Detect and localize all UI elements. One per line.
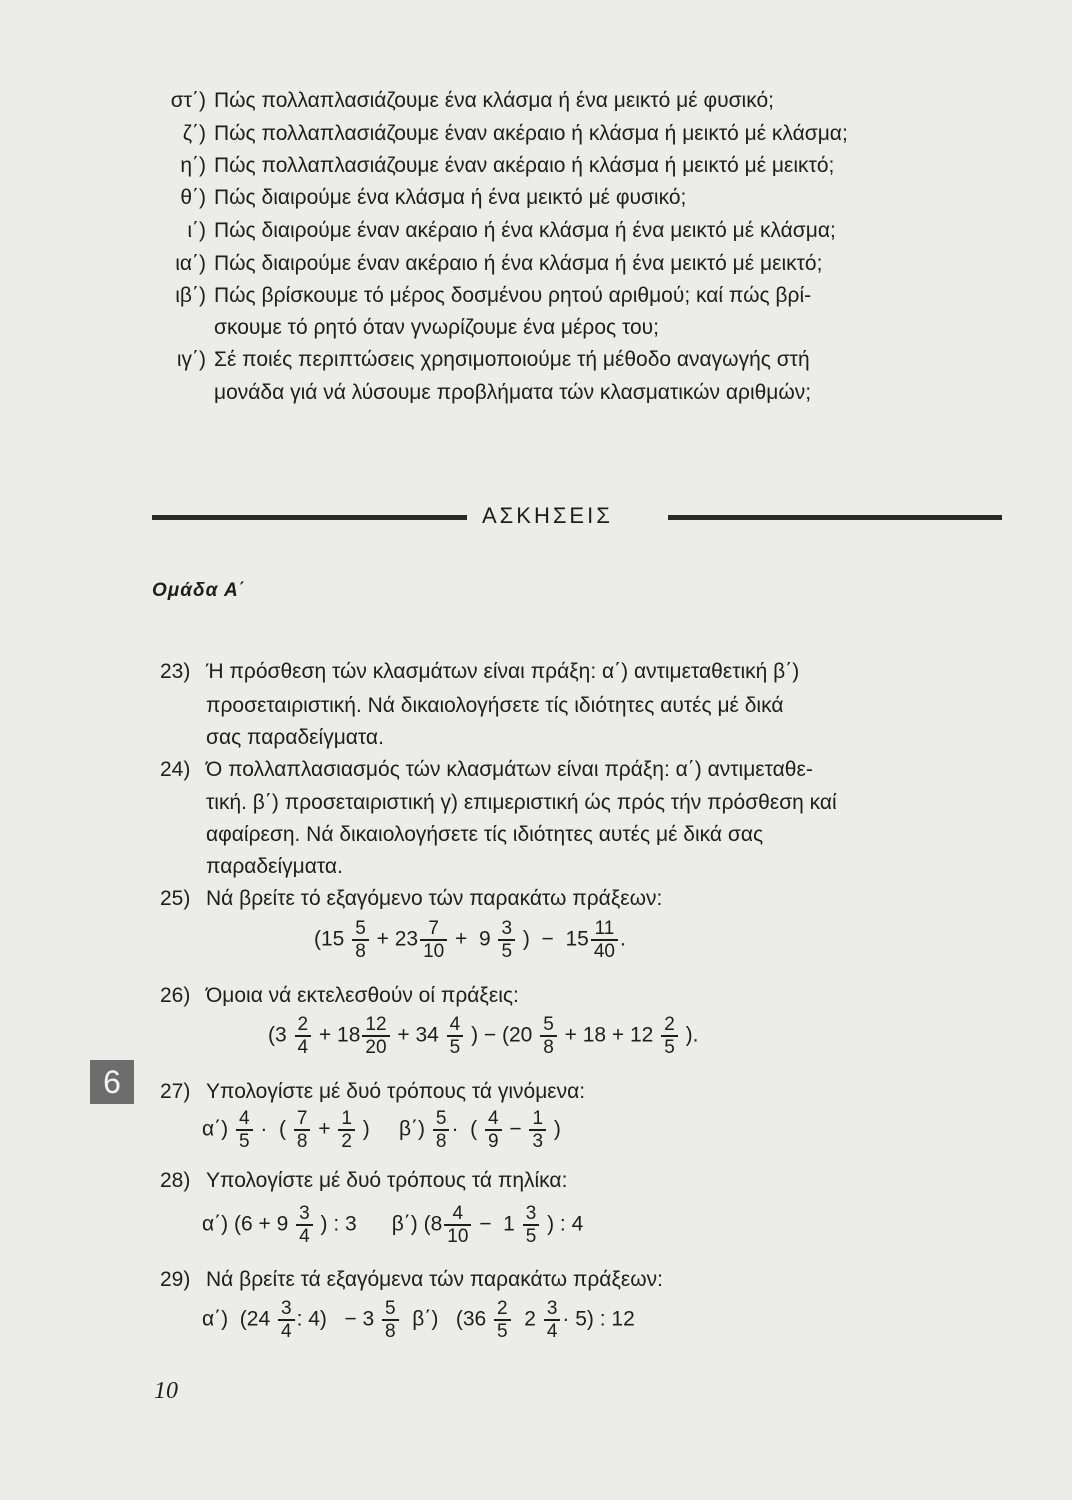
exercise-line: Υπολογίστε μέ δυό τρόπους τά πηλίκα: bbox=[206, 1169, 568, 1192]
exercise-line: Ή πρόσθεση τών κλασμάτων είναι πράξη: α΄) αντιμεταθετική β΄) bbox=[206, 660, 800, 683]
exercise-number: 24) bbox=[160, 758, 191, 781]
question-text: Πώς πολλαπλασιάζουμε έναν ακέραιο ή κλάσμα ή μεικτό μέ κλάσμα; bbox=[214, 122, 848, 145]
question-label: ιβ΄) bbox=[175, 284, 206, 307]
question-text: Πώς διαιρούμε ένα κλάσμα ή ένα μεικτό μέ φυσικό; bbox=[214, 186, 687, 209]
question-label: θ΄) bbox=[180, 186, 206, 209]
question-text: Πώς διαιρούμε έναν ακέραιο ή ένα κλάσμα ή ένα μεικτό μέ μεικτό; bbox=[214, 252, 823, 275]
exercise-line: Ό πολλαπλασιασμός τών κλασμάτων είναι πράξη: α΄) αντιμεταθε- bbox=[206, 758, 813, 781]
question-label: ιγ΄) bbox=[176, 348, 206, 371]
exercise-line: παραδείγματα. bbox=[206, 855, 343, 878]
heading-rule-left bbox=[152, 515, 467, 520]
exercise-number: 25) bbox=[160, 887, 191, 910]
exercise-line: αφαίρεση. Νά δικαιολογήσετε τίς ιδιότητες αυτές μέ δικά σας bbox=[206, 823, 764, 846]
question-text: Σέ ποιές περιπτώσεις χρησιμοποιούμε τή μέθοδο αναγωγής στή bbox=[214, 348, 810, 371]
group-label: Ομάδα Α΄ bbox=[152, 580, 247, 601]
chapter-marker: 6 bbox=[90, 1060, 134, 1104]
exercise-line: τική. β΄) προσεταιριστική γ) επιμεριστική ώς πρός τήν πρόσθεση καί bbox=[206, 791, 837, 814]
heading-rule-right bbox=[668, 515, 1002, 520]
question-text: μονάδα γιά νά λύσουμε προβλήματα τών κλασματικών αριθμών; bbox=[214, 381, 812, 404]
question-label: ι΄) bbox=[187, 219, 206, 242]
exercise-line: Νά βρείτε τά εξαγόμενα τών παρακάτω πράξεων: bbox=[206, 1268, 663, 1291]
expression-26: (3 $\frac{2}{4}$ + 18 $\frac{12}{20}$ + 34 $\frac{4}{5}$ ) − (20 $\frac{5}{8}$ + 18 + 12 $\frac{2}{5}$ ). bbox=[268, 1014, 699, 1058]
question-text: σκουμε τό ρητό όταν γνωρίζουμε ένα μέρος του; bbox=[214, 316, 659, 339]
question-text: Πώς πολλαπλασιάζουμε ένα κλάσμα ή ένα μεικτό μέ φυσικό; bbox=[214, 89, 774, 112]
question-label: ζ΄) bbox=[182, 122, 206, 145]
exercise-number: 28) bbox=[160, 1169, 191, 1192]
page-number: 10 bbox=[154, 1378, 178, 1404]
question-text: Πώς βρίσκουμε τό μέρος δοσμένου ρητού αριθμού; καί πώς βρί- bbox=[214, 284, 812, 307]
question-label: στ΄) bbox=[170, 89, 206, 112]
exercise-number: 29) bbox=[160, 1268, 191, 1291]
exercise-number: 27) bbox=[160, 1080, 191, 1103]
expression-27: α΄) $\frac{4}{5}$ · ( $\frac{7}{8}$ + $\frac{1}{2}$ ) β΄) $\frac{5}{8}$ · ( $\frac{4}{9}$ − $\frac{1}{3}$ ) bbox=[202, 1108, 561, 1152]
question-text: Πώς πολλαπλασιάζουμε έναν ακέραιο ή κλάσμα ή μεικτό μέ μεικτό; bbox=[214, 154, 835, 177]
question-text: Πώς διαιρούμε έναν ακέραιο ή ένα κλάσμα ή ένα μεικτό μέ κλάσμα; bbox=[214, 219, 836, 242]
exercise-line: Νά βρείτε τό εξαγόμενο τών παρακάτω πράξεων: bbox=[206, 887, 663, 910]
question-label: ια΄) bbox=[175, 252, 206, 275]
section-heading: ΑΣΚΗΣΕΙΣ bbox=[482, 503, 613, 528]
exercise-line: Υπολογίστε μέ δυό τρόπους τά γινόμενα: bbox=[206, 1080, 586, 1103]
question-label: η΄) bbox=[180, 154, 206, 177]
exercise-number: 23) bbox=[160, 660, 191, 683]
expression-25: (15 $\frac{5}{8}$ + 23 $\frac{7}{10}$ + 9 $\frac{3}{5}$ ) − 15 $\frac{11}{40}$ . bbox=[314, 918, 626, 962]
expression-29: α΄) (24 $\frac{3}{4}$ : 4) − 3 $\frac{5}{8}$ β΄) (36 $\frac{2}{5}$ 2 $\frac{3}{4}$ · 5) : 12 bbox=[202, 1298, 635, 1342]
expression-28: α΄) (6 + 9 $\frac{3}{4}$ ) : 3 β΄) (8 $\frac{4}{10}$ − 1 $\frac{3}{5}$ ) : 4 bbox=[202, 1203, 584, 1247]
exercise-line: προσεταιριστική. Νά δικαιολογήσετε τίς ιδιότητες αυτές μέ δικά bbox=[206, 694, 784, 717]
exercise-line: Όμοια νά εκτελεσθούν οί πράξεις: bbox=[206, 984, 519, 1007]
exercise-number: 26) bbox=[160, 984, 191, 1007]
exercise-line: σας παραδείγματα. bbox=[206, 726, 384, 749]
